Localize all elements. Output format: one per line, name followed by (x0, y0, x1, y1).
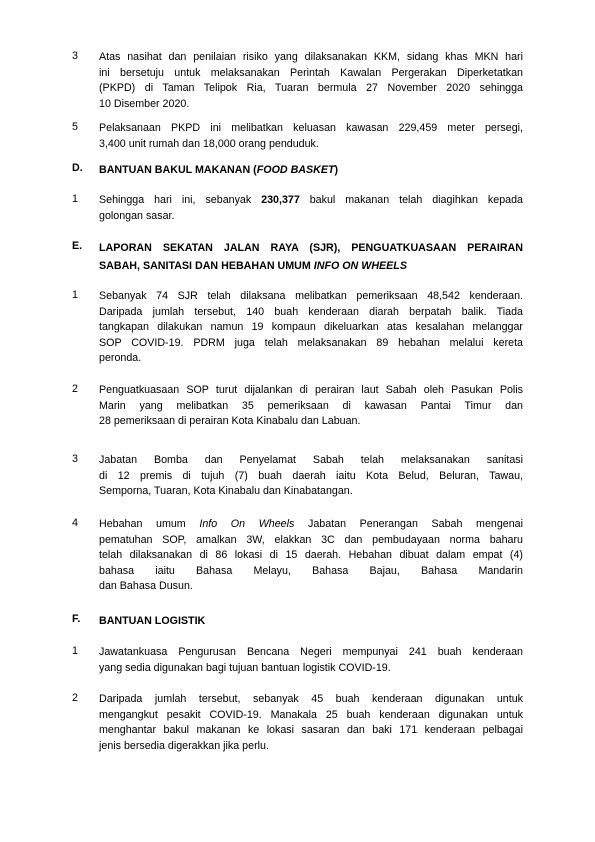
item-number: 1 (72, 289, 78, 301)
section-letter: E. (72, 240, 83, 252)
text-line: ini bersetuju untuk melaksanakan Perintah Kawalan Pergerakan Diperketatkan (99, 66, 523, 79)
item-number: 1 (72, 193, 78, 205)
text-run: Sehingga hari ini, sebanyak (99, 194, 262, 206)
text-run: bakul makanan telah diagihkan kepada (299, 194, 523, 206)
item-number: 1 (72, 645, 78, 657)
text-line: (PKPD) di Taman Telipok Ria, Tuaran bermula 27 November 2020 sehingga (99, 82, 523, 95)
text-line: Atas nasihat dan penilaian risiko yang dilaksanakan KKM, sidang khas MKN hari (99, 51, 523, 63)
text-line (99, 193, 523, 209)
paragraph-text (99, 453, 523, 500)
text-line: Daripada jumlah tersebut, sebanyak 45 buah kenderaan digunakan untuk (99, 693, 523, 705)
paragraph-text (99, 121, 523, 152)
text-line: Semporna, Tuaran, Kota Kinabalu dan Kinabatangan. (99, 485, 353, 498)
section-title: BANTUAN LOGISTIK (99, 615, 206, 627)
text-line: jenis bersedia digerakkan jika perlu. (99, 739, 269, 752)
paragraph-text (99, 383, 523, 430)
paragraph-text (99, 517, 523, 595)
section-title-italic: INFO ON WHEELS (313, 259, 407, 272)
item-number: 5 (72, 121, 78, 133)
section-title-text: BANTUAN BAKUL MAKANAN ( (99, 164, 257, 176)
text-line: Pelaksanaan PKPD ini melibatkan keluasan kawasan 229,459 meter persegi, (99, 122, 523, 134)
section-title (99, 162, 523, 180)
text-line: bahasa iaitu Bahasa Melayu, Bahasa Bajau, Bahasa Mandarin (99, 564, 523, 577)
text-run: Jabatan Penerangan Sabah mengenai (294, 518, 523, 530)
bold-figure: 230,377 (261, 194, 300, 206)
text-line: tangkapan dilakukan namun 19 kompaun dikeluarkan atas kesalahan melanggar (99, 321, 523, 334)
text-line: di 12 premis di tujuh (7) buah daerah iaitu Kota Belud, Beluran, Tawau, (99, 469, 523, 482)
paragraph-text (99, 50, 523, 112)
text-line: dan Bahasa Dusun. (99, 580, 193, 593)
italic-text: Info On Wheels (199, 518, 295, 530)
text-line (99, 517, 523, 533)
text-line: peronda. (99, 352, 142, 365)
item-number: 2 (72, 692, 78, 704)
item-number: 3 (72, 453, 78, 465)
text-line: Sebanyak 74 SJR telah dilaksana melibatkan pemeriksaan 48,542 kenderaan. (99, 290, 523, 302)
text-line: Jabatan Bomba dan Penyelamat Sabah telah melaksanakan sanitasi (99, 454, 523, 466)
text-line: menghantar bakul makanan ke lokasi sasaran dan baki 171 kenderaan pelbagai (99, 724, 523, 737)
paragraph-text (99, 193, 523, 224)
section-letter: F. (72, 613, 81, 625)
text-line: golongan sasar. (99, 209, 175, 222)
section-title-line: LAPORAN SEKATAN JALAN RAYA (SJR), PENGUATKUASAAN PERAIRAN (99, 242, 523, 254)
text-line: 3,400 unit rumah dan 18,000 orang penduduk. (99, 137, 319, 150)
text-line: 10 Disember 2020. (99, 97, 190, 110)
section-title-line (99, 258, 523, 276)
section-title (99, 240, 523, 275)
text-line: pematuhan SOP, amalkan 3W, elakkan 3C dan pembudayaan norma baharu (99, 533, 523, 546)
section-title-text: ) (334, 164, 339, 176)
section-title-italic: FOOD BASKET (256, 164, 335, 176)
text-line: Penguatkuasaan SOP turut dijalankan di perairan laut Sabah oleh Pasukan Polis (99, 384, 523, 396)
item-number: 4 (72, 517, 78, 529)
section-letter: D. (72, 162, 83, 174)
section-title-text: SABAH, SANITASI DAN HEBAHAN UMUM (99, 259, 314, 272)
text-line: SOP COVID-19. PDRM juga telah melaksanakan 89 hebahan melalui kereta (99, 336, 523, 349)
text-run: Hebahan umum (99, 518, 200, 530)
text-line: yang sedia digunakan bagi tujuan bantuan logistik COVID-19. (99, 661, 391, 674)
text-line: 28 pemeriksaan di perairan Kota Kinabalu dan Labuan. (99, 415, 361, 428)
text-line: Marin yang melibatkan 35 pemeriksaan di kawasan Pantai Timur dan (99, 399, 523, 412)
text-line: telah dilaksanakan di 86 lokasi di 15 daerah. Hebahan dibuat dalam empat (4) (99, 549, 523, 562)
text-line: Daripada jumlah tersebut, 140 buah kenderaan diarah berpatah balik. Tiada (99, 305, 523, 318)
paragraph-text (99, 289, 523, 367)
text-line: Jawatankuasa Pengurusan Bencana Negeri mempunyai 241 buah kenderaan (99, 646, 523, 658)
item-number: 2 (72, 383, 78, 395)
item-number: 3 (72, 50, 78, 62)
paragraph-text (99, 692, 523, 754)
paragraph-text (99, 645, 523, 676)
text-line: mengangkut pesakit COVID-19. Manakala 25 buah kenderaan digunakan untuk (99, 708, 523, 721)
